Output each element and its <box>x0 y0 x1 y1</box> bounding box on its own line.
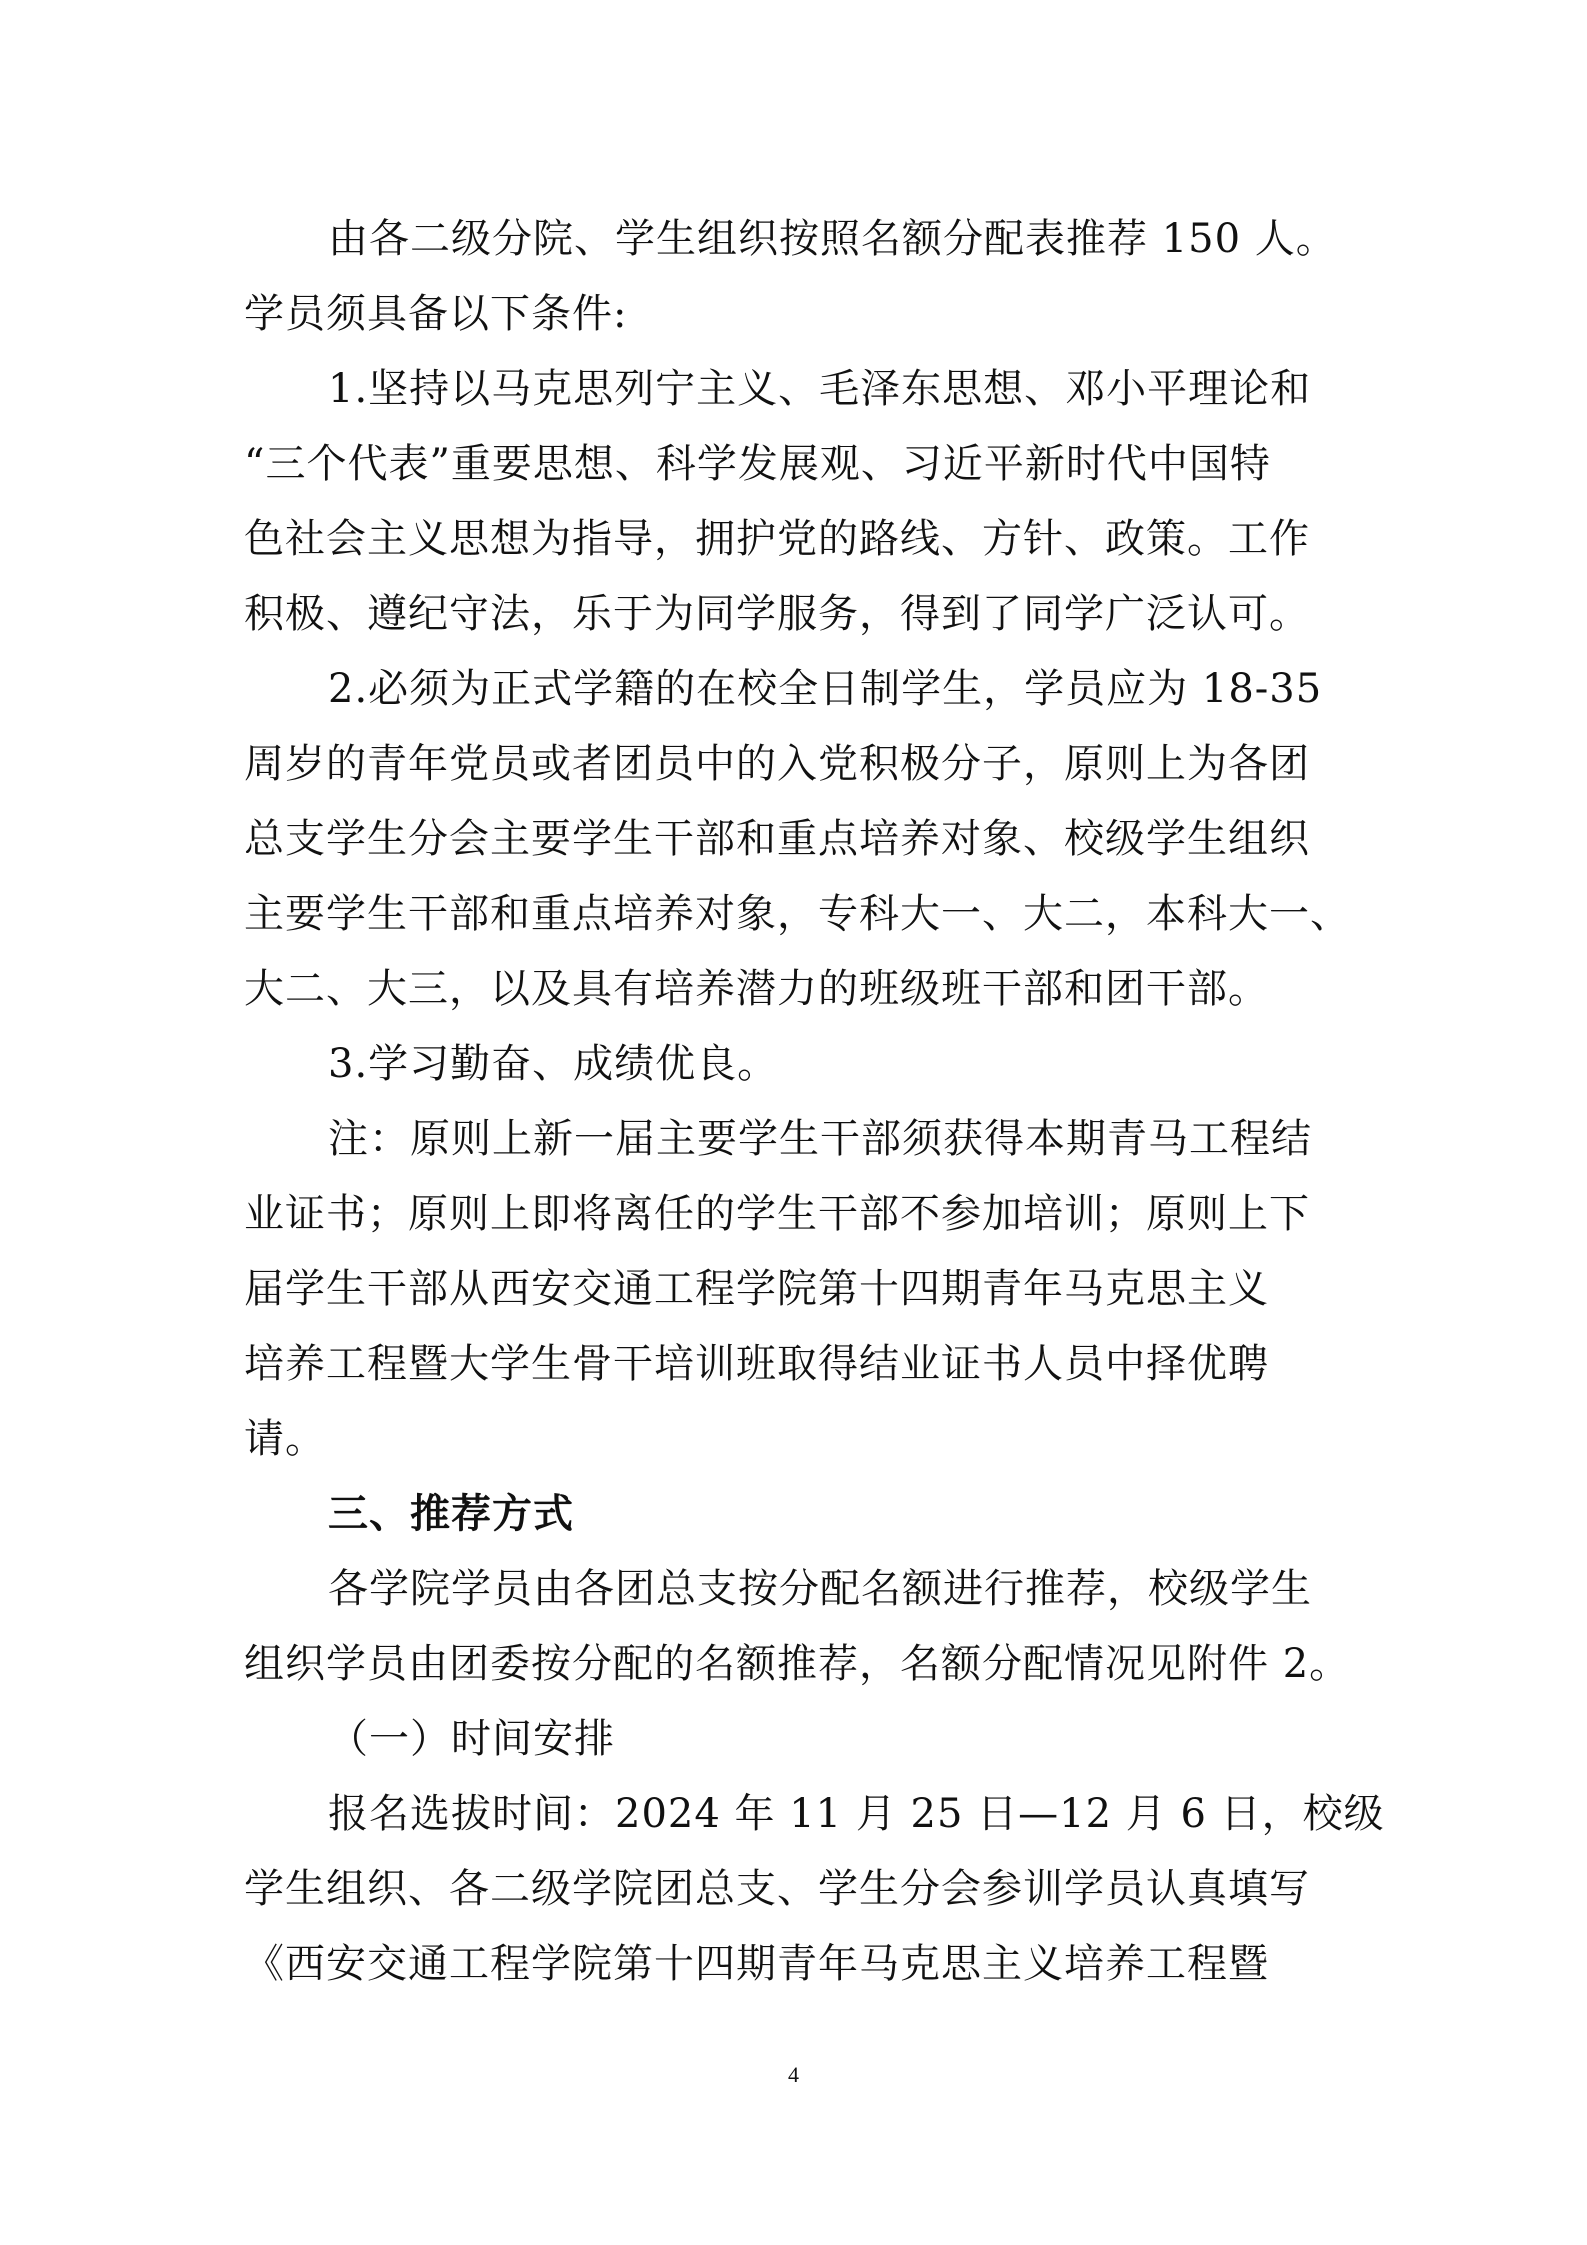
section-heading: 三、推荐方式 <box>328 1491 574 1537</box>
text-line: 大二、大三，以及具有培养潜力的班级班干部和团干部。 <box>244 966 1269 1012</box>
text-line: 由各二级分院、学生组织按照名额分配表推荐 150 人。 <box>328 216 1337 262</box>
text-line: 周岁的青年党员或者团员中的入党积极分子，原则上为各团 <box>244 741 1310 787</box>
text-line: 届学生干部从西安交通工程学院第十四期青年马克思主义 <box>244 1266 1269 1312</box>
text-line: 1.坚持以马克思列宁主义、毛泽东思想、邓小平理论和 <box>328 366 1312 412</box>
text-line: 2.必须为正式学籍的在校全日制学生，学员应为 18-35 <box>328 666 1323 712</box>
text-line: 培养工程暨大学生骨干培训班取得结业证书人员中择优聘 <box>244 1341 1269 1387</box>
text-line: 各学院学员由各团总支按分配名额进行推荐，校级学生 <box>328 1566 1312 1612</box>
text-line: 注：原则上新一届主要学生干部须获得本期青马工程结 <box>328 1116 1312 1162</box>
subsection-heading: （一）时间安排 <box>328 1716 615 1762</box>
body-text <box>244 202 1385 2002</box>
text-line: 报名选拔时间：2024 年 11 月 25 日—12 月 6 日，校级 <box>328 1791 1385 1837</box>
text-line: 主要学生干部和重点培养对象，专科大一、大二，本科大一、 <box>244 891 1351 937</box>
text-line: 总支学生分会主要学生干部和重点培养对象、校级学生组织 <box>244 816 1310 862</box>
text-line: 色社会主义思想为指导，拥护党的路线、方针、政策。工作 <box>244 516 1310 562</box>
text-line: 业证书；原则上即将离任的学生干部不参加培训；原则上下 <box>244 1191 1310 1237</box>
text-line: 学生组织、各二级学院团总支、学生分会参训学员认真填写 <box>244 1866 1310 1912</box>
text-line: 3.学习勤奋、成绩优良。 <box>328 1041 779 1087</box>
text-line: 组织学员由团委按分配的名额推荐，名额分配情况见附件 2。 <box>244 1641 1351 1687</box>
text-line: 请。 <box>244 1416 326 1462</box>
text-line: 《西安交通工程学院第十四期青年马克思主义培养工程暨 <box>244 1941 1269 1987</box>
text-line: “三个代表”重要思想、科学发展观、习近平新时代中国特 <box>244 441 1271 487</box>
text-line: 学员须具备以下条件: <box>244 291 628 337</box>
page-number: 4 <box>788 2062 799 2087</box>
text-line: 积极、遵纪守法，乐于为同学服务，得到了同学广泛认可。 <box>244 591 1310 637</box>
